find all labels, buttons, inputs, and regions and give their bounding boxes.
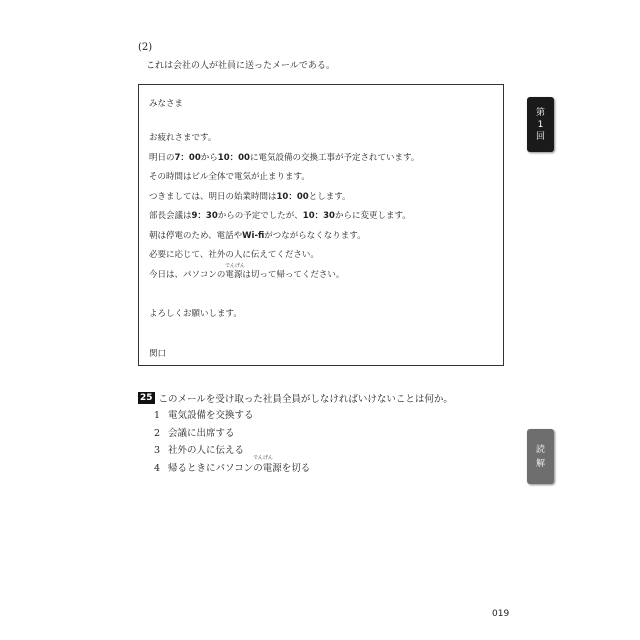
- email-line: 今日は、パソコンの電源は切って帰ってください。: [149, 270, 345, 280]
- intro-text: これは会社の人が社員に送ったメールである。: [146, 61, 335, 71]
- tab-reading[interactable]: [527, 429, 554, 484]
- question-number: 25: [140, 393, 153, 403]
- tab-round-1[interactable]: [527, 97, 554, 152]
- email-line: 朝は停電のため、電話やWi-fiがつながらなくなります。: [149, 231, 366, 241]
- email-line: つきましては、明日の始業時間は10：00とします。: [149, 192, 351, 202]
- email-signature: 関口: [149, 349, 167, 359]
- option-text: 会議に出席する: [168, 428, 235, 439]
- email-closing: よろしくお願いします。: [149, 309, 242, 319]
- email-line: その時間はビル全体で電気が止まります。: [149, 172, 310, 182]
- option-text: 電気設備を交換する: [168, 410, 254, 421]
- email-line: お疲れさまです。: [149, 133, 217, 143]
- option-number: 1: [154, 410, 161, 421]
- option-number: 4: [154, 463, 161, 474]
- option-3: [154, 442, 244, 456]
- ruby-dengen: でんげん: [253, 455, 274, 461]
- tab-char: 読: [535, 444, 545, 455]
- question-row: [138, 391, 453, 405]
- ruby-dengen: でんげん: [225, 263, 246, 269]
- tab-char: 回: [535, 131, 545, 142]
- option-4: [154, 460, 310, 474]
- option-text: 帰るときにパソコンの電源を切る: [168, 463, 311, 474]
- email-box: [138, 84, 504, 366]
- tab-char: 第: [535, 107, 545, 118]
- section-number: (2): [138, 42, 153, 53]
- option-2: [154, 425, 235, 439]
- email-line: 明日の7：00から10：00に電気設備の交換工事が予定されています。: [149, 153, 420, 163]
- tab-char: 解: [535, 458, 545, 469]
- email-line: 部長会議は9：30からの予定でしたが、10：30からに変更します。: [149, 211, 411, 221]
- page-number: 019: [492, 609, 510, 619]
- option-text: 社外の人に伝える: [168, 445, 245, 456]
- question-text: このメールを受け取った社員全員がしなければいけないことは何か。: [158, 394, 453, 405]
- option-number: 2: [154, 428, 161, 439]
- option-number: 3: [154, 445, 161, 456]
- option-1: [154, 407, 254, 421]
- email-greeting: みなさま: [149, 99, 184, 109]
- email-line: 必要に応じて、社外の人に伝えてください。: [149, 250, 319, 260]
- tab-char: 1: [537, 119, 544, 130]
